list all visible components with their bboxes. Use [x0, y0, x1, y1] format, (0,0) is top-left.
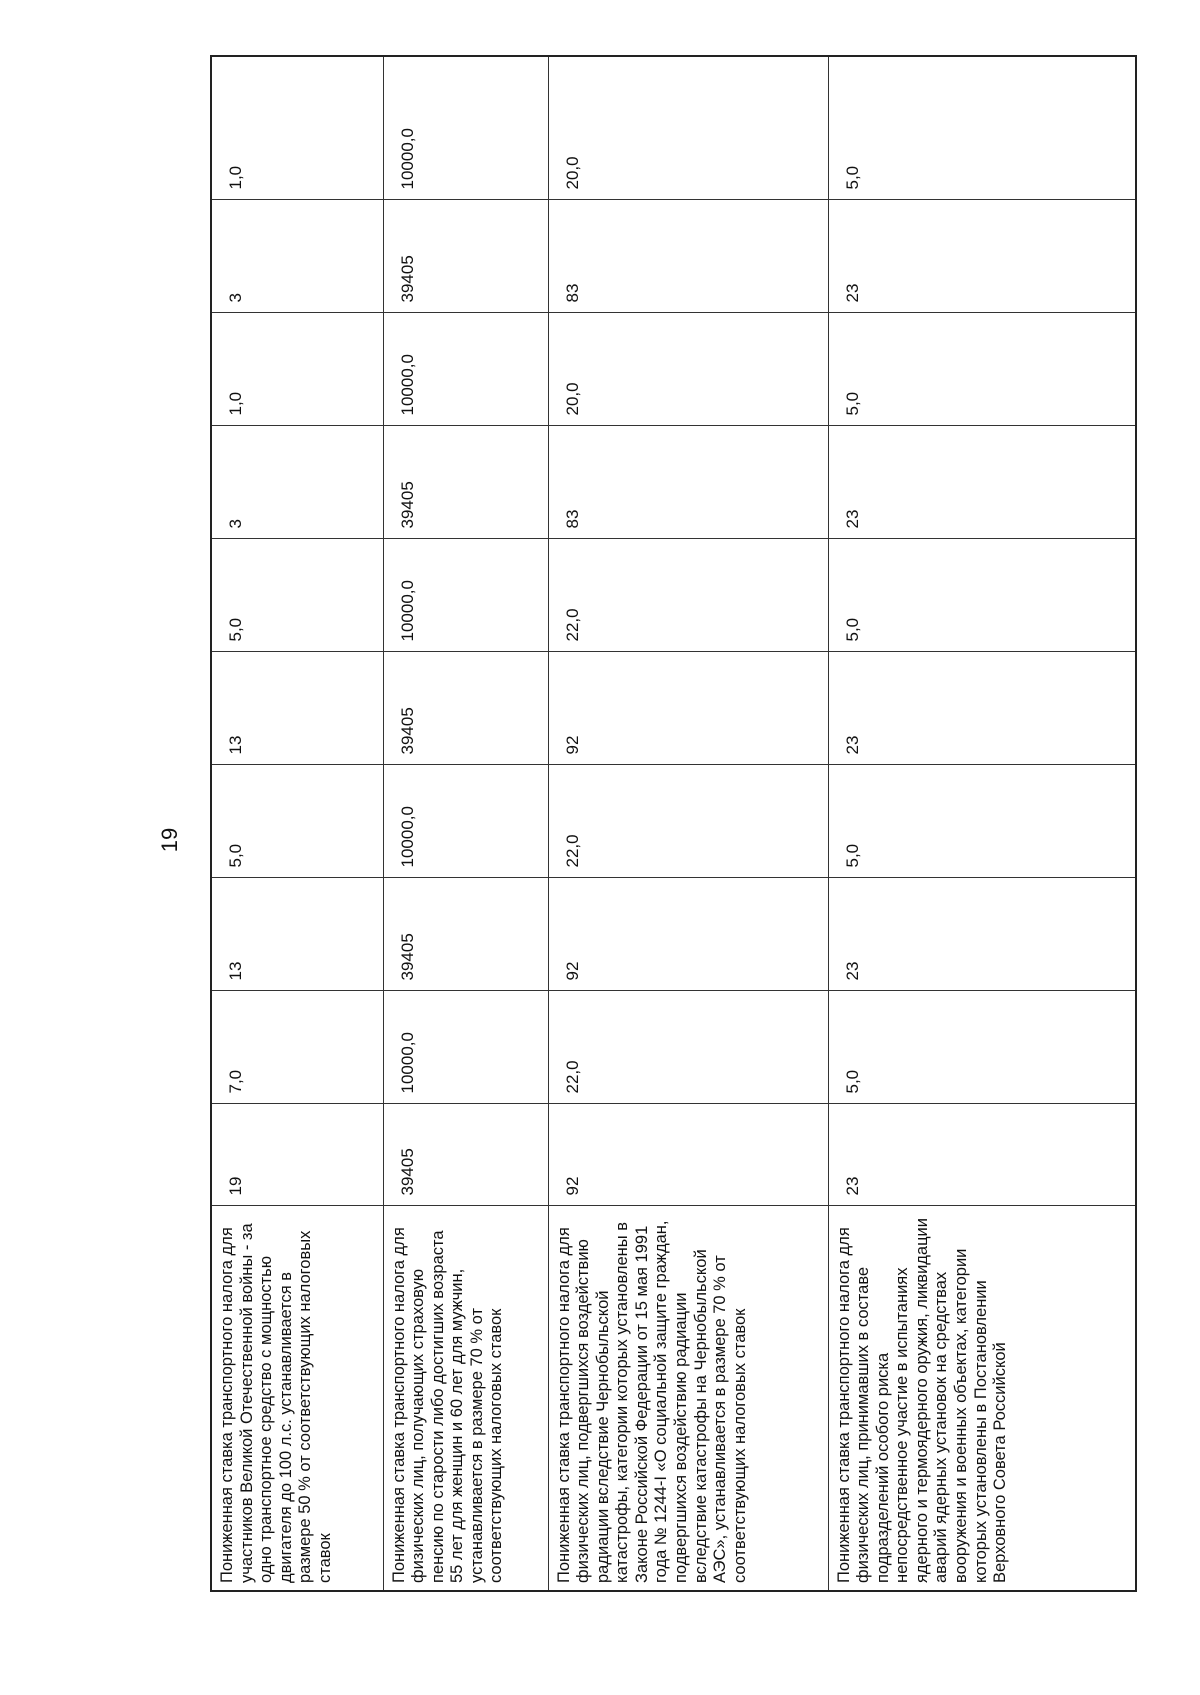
table-cell: 23 [828, 1104, 1136, 1206]
table-cell: 39405 [383, 652, 548, 765]
row-description: Пониженная ставка транспортного налога для физических лиц, получающих страховую пенсию по старости либо достигших возраста 55 лет для женщин и 60 лет для мужчин, устанавливается в размере 70 % от соответствующих налоговых ставок [383, 1206, 548, 1591]
table-cell: 13 [211, 652, 383, 765]
table-cell: 22,0 [548, 765, 828, 878]
table-cell: 20,0 [548, 56, 828, 200]
page-number: 19 [157, 827, 182, 853]
table-cell: 92 [548, 652, 828, 765]
table-cell: 10000,0 [383, 991, 548, 1104]
table-cell: 5,0 [828, 313, 1136, 426]
table-cell: 13 [211, 878, 383, 991]
table-cell: 5,0 [828, 56, 1136, 200]
table-cell: 3 [211, 426, 383, 539]
table-cell: 22,0 [548, 539, 828, 652]
table-row [828, 56, 1136, 1591]
table-cell: 92 [548, 1104, 828, 1206]
table-cell: 23 [828, 652, 1136, 765]
table-cell: 10000,0 [383, 313, 548, 426]
table-cell: 1,0 [211, 56, 383, 200]
table-cell: 7,0 [211, 991, 383, 1104]
table-cell: 10000,0 [383, 765, 548, 878]
table-cell: 83 [548, 200, 828, 313]
table-cell: 23 [828, 878, 1136, 991]
table-cell: 19 [211, 1104, 383, 1206]
table-cell: 39405 [383, 200, 548, 313]
table-cell: 5,0 [211, 539, 383, 652]
table-cell: 39405 [383, 1104, 548, 1206]
table-cell: 5,0 [828, 539, 1136, 652]
table-cell: 23 [828, 426, 1136, 539]
table-cell: 5,0 [211, 765, 383, 878]
table-row [548, 56, 828, 1591]
table-cell: 23 [828, 200, 1136, 313]
row-description: Пониженная ставка транспортного налога для физических лиц, подвергшихся воздействию радиации вследствие Чернобыльской катастрофы, категории которых установлены в Законе Российской Федерации от 15 мая 1991 года № 1244-I «О социальной защите граждан, подвергшихся воздействию радиации вследствие катастрофы на Чернобыльской АЭС», устанавливается в размере 70 % от соответствующих налоговых ставок [548, 1206, 828, 1591]
table-cell: 5,0 [828, 765, 1136, 878]
row-description: Пониженная ставка транспортного налога для участников Великой Отечественной войны - за одно транспортное средство с мощностью двигателя до 100 л.с. устанавливается в размере 50 % от соответствующих налоговых ставок [211, 1206, 383, 1591]
table-cell: 20,0 [548, 313, 828, 426]
table-cell: 39405 [383, 426, 548, 539]
table-cell: 5,0 [828, 991, 1136, 1104]
table-cell: 10000,0 [383, 539, 548, 652]
table-cell: 92 [548, 878, 828, 991]
rotated-table-area [210, 62, 1135, 1592]
table-cell: 39405 [383, 878, 548, 991]
row-description: Пониженная ставка транспортного налога для физических лиц, принимавших в составе подразделений особого риска непосредственное участие в испытаниях ядерного и термоядерного оружия, ликвидации аварий ядерных установок на средствах вооружения и военных объектах, категории которых установлены в Постановлении Верховного Совета Российской [828, 1206, 1136, 1591]
table-cell: 22,0 [548, 991, 828, 1104]
table-row [383, 56, 548, 1591]
table-cell: 83 [548, 426, 828, 539]
table-cell: 10000,0 [383, 56, 548, 200]
rotated-table-content [210, 62, 1135, 1592]
table-cell: 1,0 [211, 313, 383, 426]
table-cell: 3 [211, 200, 383, 313]
tax-rates-table [210, 55, 1137, 1592]
table-row [211, 56, 383, 1591]
